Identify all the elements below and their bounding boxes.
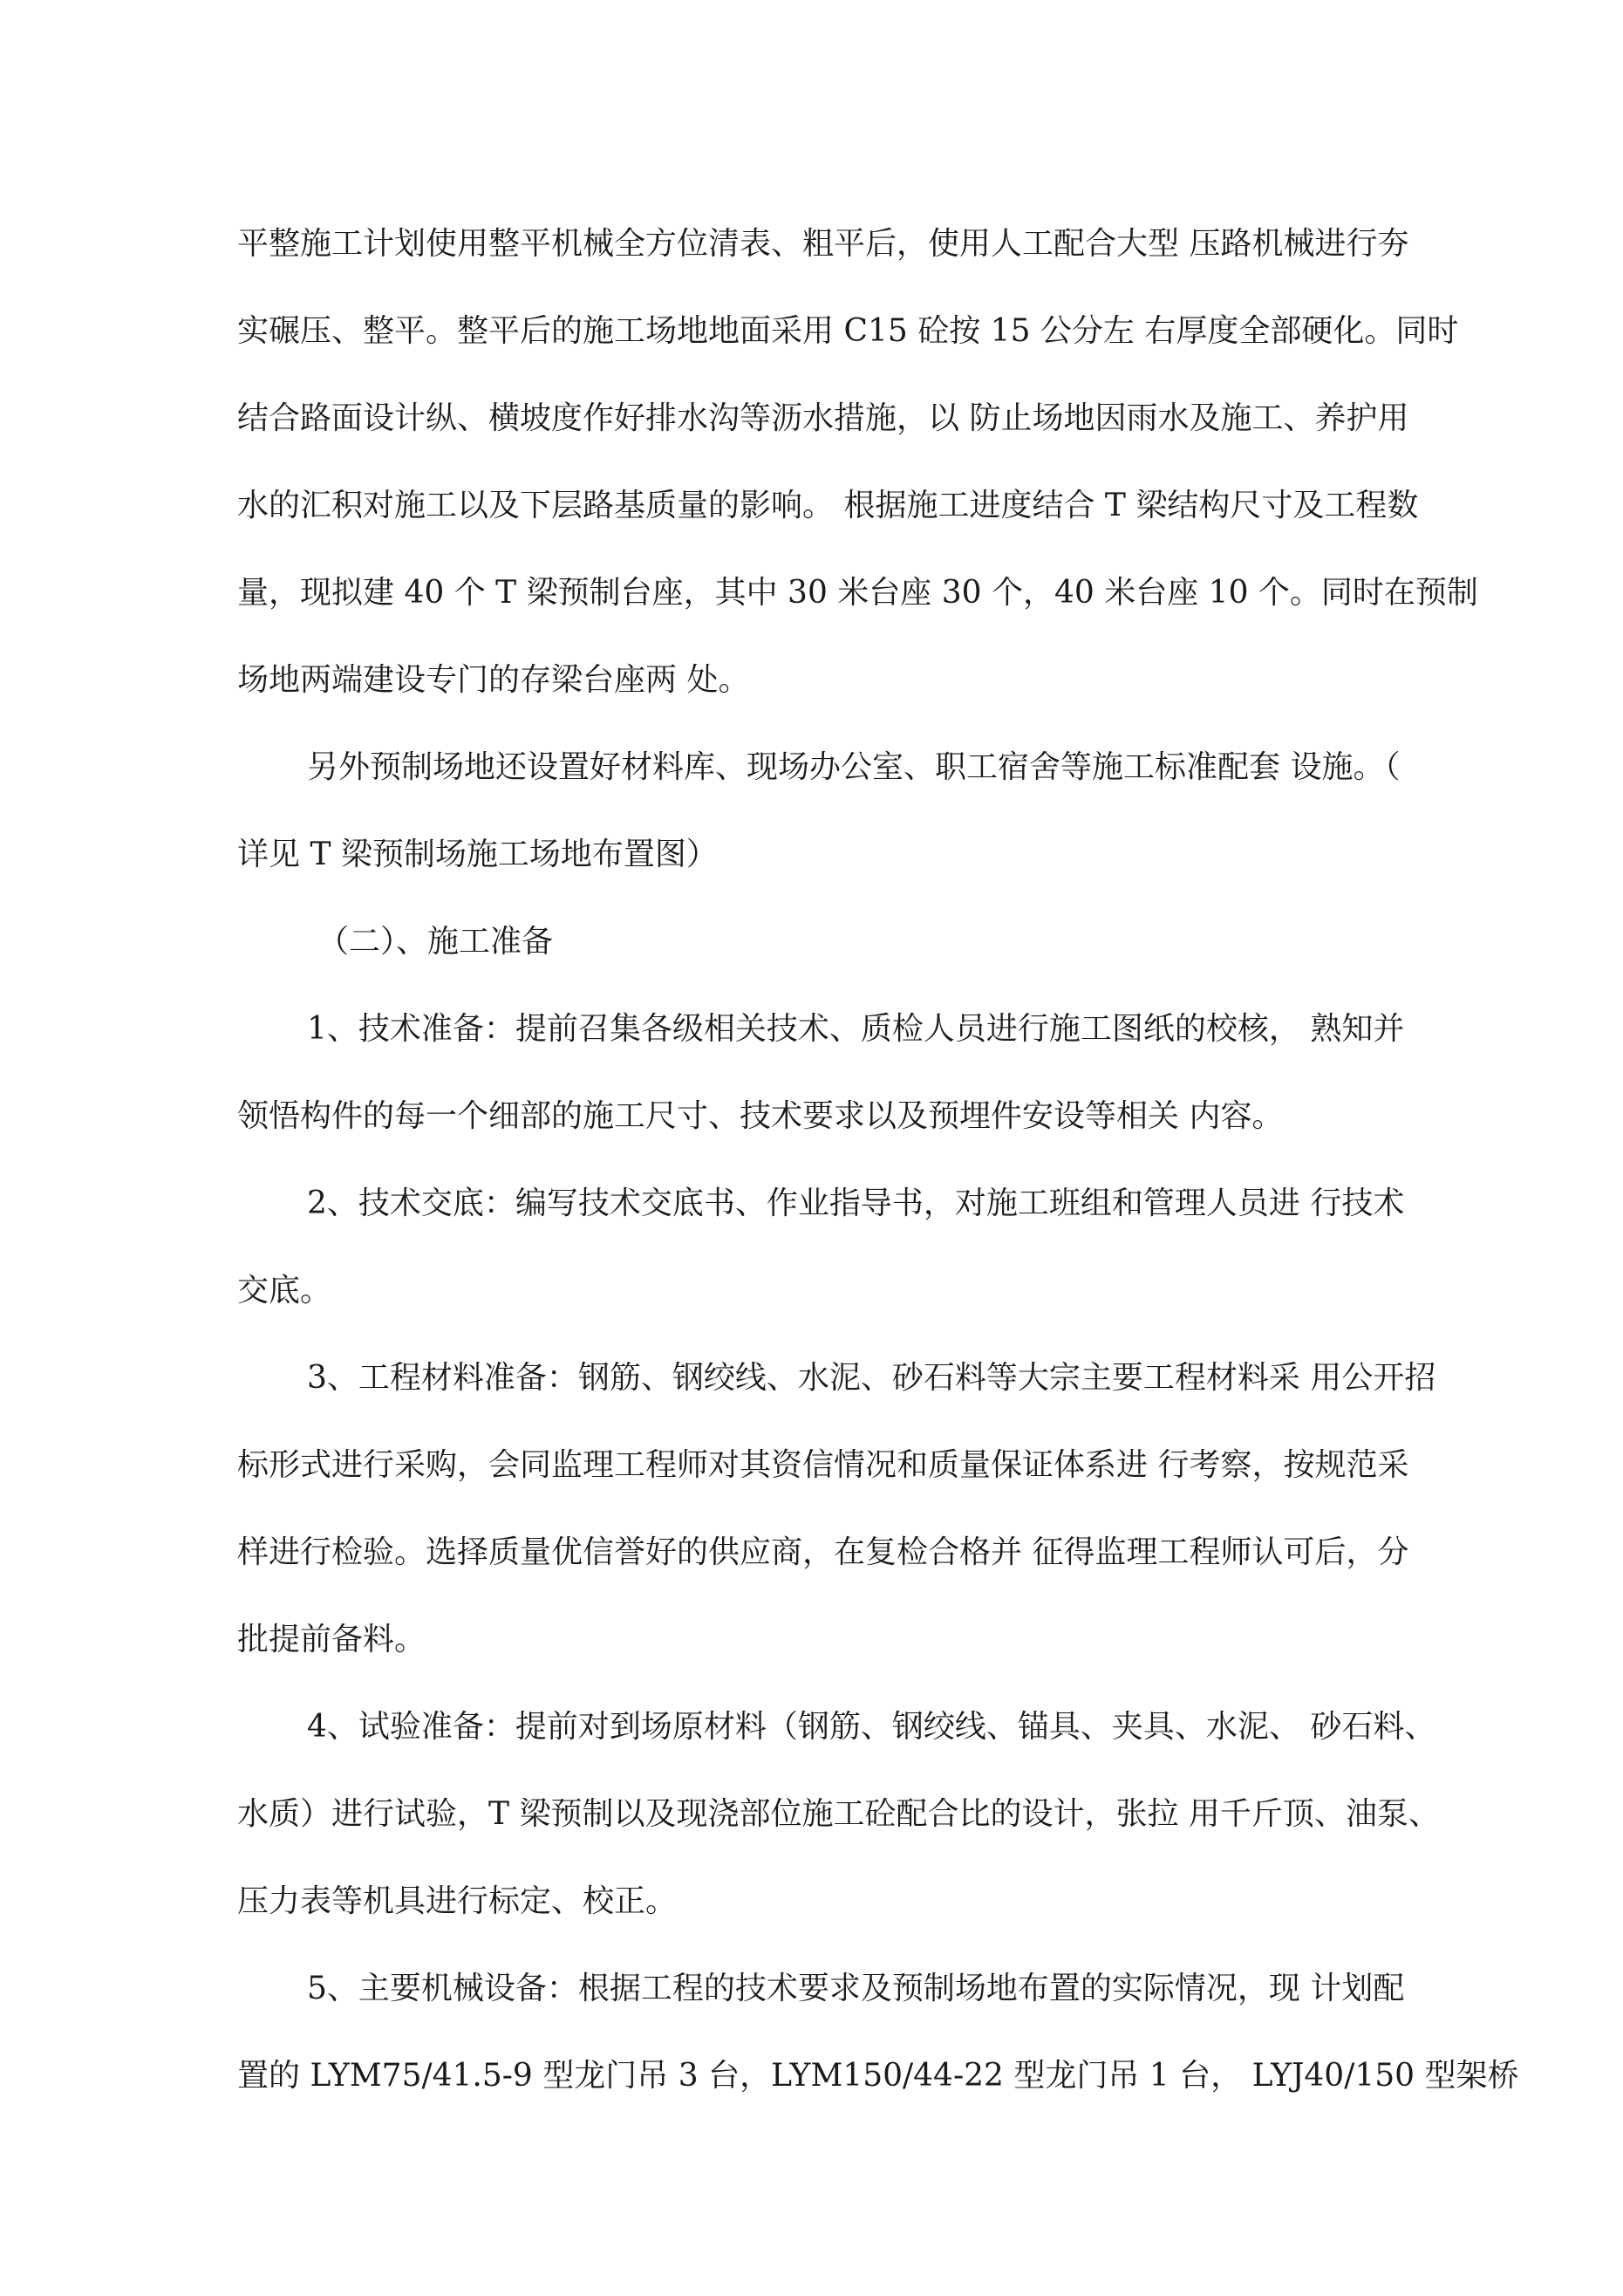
section-heading: （二）、施工准备 bbox=[317, 924, 554, 960]
paragraph-line: 平整施工计划使用整平机械全方位清表、粗平后，使用人工配合大型 压路机械进行夯 bbox=[237, 226, 1409, 262]
paragraph-line: 批提前备料。 bbox=[237, 1622, 426, 1657]
paragraph-line: 量，现拟建 40 个 T 梁预制台座，其中 30 米台座 30 个，40 米台座 10 个。同时在预制 bbox=[237, 575, 1478, 611]
paragraph-line: 3、工程材料准备：钢筋、钢绞线、水泥、砂石料等大宗主要工程材料采 用公开招 bbox=[307, 1360, 1436, 1396]
paragraph-line: 1、技术准备：提前召集各级相关技术、质检人员进行施工图纸的校核， 熟知并 bbox=[307, 1011, 1405, 1047]
paragraph-line: 领悟构件的每一个细部的施工尺寸、技术要求以及预埋件安设等相关 内容。 bbox=[237, 1098, 1284, 1134]
paragraph-line: 样进行检验。选择质量优信誉好的供应商，在复检合格并 征得监理工程师认可后，分 bbox=[237, 1534, 1409, 1570]
paragraph-line: 交底。 bbox=[237, 1273, 332, 1309]
paragraph-line: 2、技术交底：编写技术交底书、作业指导书，对施工班组和管理人员进 行技术 bbox=[307, 1186, 1405, 1221]
paragraph-line: 另外预制场地还设置好材料库、现场办公室、职工宿舍等施工标准配套 设施。（ bbox=[307, 749, 1401, 785]
paragraph-line: 实碾压、整平。整平后的施工场地地面采用 C15 砼按 15 公分左 右厚度全部硬化。同时 bbox=[237, 313, 1459, 349]
document-body bbox=[237, 201, 1545, 2120]
paragraph-line: 结合路面设计纵、横坡度作好排水沟等沥水措施，以 防止场地因雨水及施工、养护用 bbox=[237, 400, 1409, 436]
paragraph-line: 场地两端建设专门的存梁台座两 处。 bbox=[237, 662, 750, 698]
paragraph-line: 压力表等机具进行标定、校正。 bbox=[237, 1883, 678, 1919]
paragraph-line: 5、主要机械设备：根据工程的技术要求及预制场地布置的实际情况，现 计划配 bbox=[307, 1971, 1405, 2006]
paragraph-line: 水的汇积对施工以及下层路基质量的影响。 根据施工进度结合 T 梁结构尺寸及工程数 bbox=[237, 488, 1419, 523]
paragraph-line: 详见 T 梁预制场施工场地布置图） bbox=[237, 837, 718, 872]
paragraph-line: 置的 LYM75/41.5-9 型龙门吊 3 台，LYM150/44-22 型龙门吊 1 台， LYJ40/150 型架桥 bbox=[237, 2058, 1519, 2094]
paragraph-line: 标形式进行采购，会同监理工程师对其资信情况和质量保证体系进 行考察，按规范采 bbox=[237, 1447, 1409, 1483]
paragraph-line: 4、试验准备：提前对到场原材料（钢筋、钢绞线、锚具、夹具、水泥、 砂石料、 bbox=[307, 1709, 1436, 1745]
paragraph-line: 水质）进行试验，T 梁预制以及现浇部位施工砼配合比的设计，张拉 用千斤顶、油泵、 bbox=[237, 1796, 1440, 1832]
